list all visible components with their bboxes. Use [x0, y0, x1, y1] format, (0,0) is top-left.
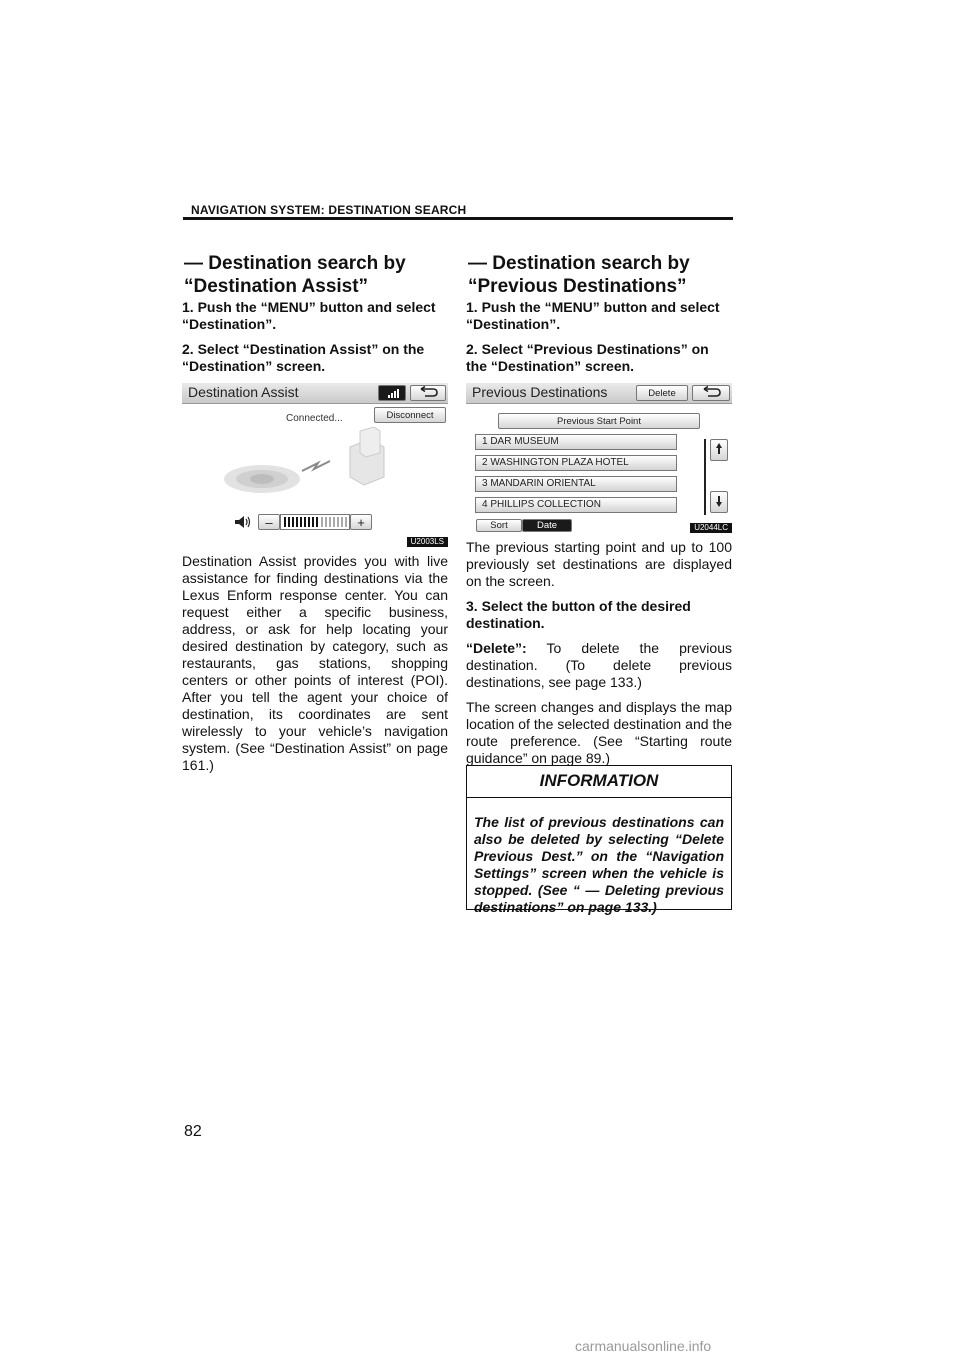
step-2: 2. Select “Destination Assist” on the “Destination” screen.	[182, 341, 425, 374]
disconnect-button[interactable]: Disconnect	[374, 407, 446, 423]
section-title-line: “Previous Destinations”	[468, 276, 687, 297]
header-rule	[183, 217, 733, 220]
previous-destinations-screen	[466, 383, 732, 533]
figure-code: U2003LS	[407, 537, 448, 547]
scroll-up-arrow-icon	[714, 440, 724, 458]
previous-start-point-button[interactable]: Previous Start Point	[498, 413, 700, 429]
page-number: 82	[184, 1123, 202, 1140]
running-header: NAVIGATION SYSTEM: DESTINATION SEARCH	[191, 203, 467, 217]
step-1: 1. Push the “MENU” button and select “Destination”.	[182, 299, 436, 332]
destination-item[interactable]: 2 WASHINGTON PLAZA HOTEL	[475, 455, 677, 471]
signal-bars-icon	[379, 386, 405, 400]
sort-button[interactable]: Sort	[476, 519, 522, 532]
section-title-line: — Destination search by	[468, 253, 690, 274]
footer-watermark: carmanualsonline.info	[575, 1338, 712, 1354]
information-heading: INFORMATION	[539, 771, 659, 790]
scroll-up-button[interactable]	[710, 439, 728, 461]
return-arrow-icon	[413, 386, 443, 398]
section-title-destination-assist	[184, 252, 406, 298]
volume-speaker-icon	[234, 515, 252, 529]
return-arrow-icon	[696, 386, 726, 398]
destination-item[interactable]: 1 DAR MUSEUM	[475, 434, 677, 450]
information-text: The list of previous destinations can also be deleted by selecting “Delete Previous Dest.” on the “Navigation Settings” screen when the vehicle is stopped. (See “ — Deleting previous destinations” on page 133.)	[474, 814, 724, 915]
signal-strength-icon	[378, 385, 406, 401]
screen-title: Destination Assist	[188, 384, 299, 400]
delete-text: To delete the previous destination. (To delete previous destinations, see page 133.)	[466, 640, 732, 690]
delete-button[interactable]: Delete	[636, 385, 688, 401]
body-paragraph: Destination Assist provides you with live assistance for finding destinations via the Lexus Enform response center. You can request either a specific business, address, or ask for help locating your desired destination by category, such as restaurants, gas stations, shopping centers or other points of interest (POI). After you tell the agent your choice of destination, its coordinates are sent wirelessly to your vehicle’s navigation system. (See “Destination Assist” on page 161.)	[182, 553, 448, 773]
section-title-line: — Destination search by	[184, 253, 406, 274]
figure-code: U2044LC	[690, 523, 732, 533]
section-title-previous-destinations	[468, 252, 690, 298]
connection-status: Connected...	[286, 413, 343, 424]
left-column	[182, 299, 448, 782]
satellite-illustration	[222, 427, 422, 502]
screen-title: Previous Destinations	[472, 384, 608, 400]
step-1: 1. Push the “MENU” button and select “Destination”.	[466, 299, 720, 332]
sort-by-date-button[interactable]: Date	[522, 519, 572, 532]
screen-title-bar	[182, 383, 448, 404]
right-column	[466, 299, 732, 775]
back-button[interactable]	[410, 385, 446, 401]
body-paragraph: The screen changes and displays the map location of the selected destination and the route preference. (See “Starting route guidance” on page 89.)	[466, 699, 732, 766]
scroll-down-arrow-icon	[714, 492, 724, 510]
volume-level-bar[interactable]	[280, 514, 350, 530]
scroll-down-button[interactable]	[710, 491, 728, 513]
step-2: 2. Select “Previous Destinations” on the “Destination” screen.	[466, 341, 709, 374]
body-paragraph: The previous starting point and up to 100 previously set destinations are displayed on the screen.	[466, 539, 732, 589]
destination-item[interactable]: 4 PHILLIPS COLLECTION	[475, 497, 677, 513]
delete-term: “Delete”:	[466, 640, 527, 656]
volume-up-button[interactable]: +	[350, 514, 372, 530]
volume-down-button[interactable]: –	[258, 514, 280, 530]
information-box	[466, 765, 732, 915]
section-title-line: “Destination Assist”	[184, 276, 369, 297]
step-3: 3. Select the button of the desired destination.	[466, 598, 691, 631]
scrollbar-track[interactable]	[704, 439, 706, 515]
back-button[interactable]	[692, 385, 730, 401]
destination-item[interactable]: 3 MANDARIN ORIENTAL	[475, 476, 677, 492]
delete-description	[466, 640, 732, 691]
destination-assist-screen	[182, 383, 448, 547]
